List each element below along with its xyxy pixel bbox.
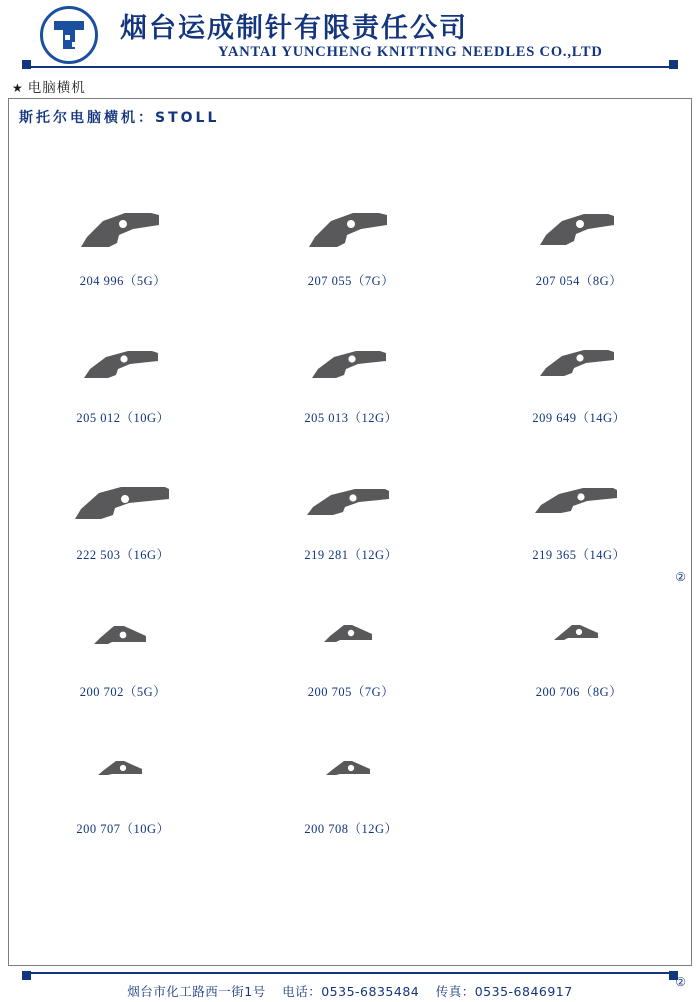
parts-row — [9, 459, 693, 596]
company-name-cn: 烟台运成制针有限责任公司 — [120, 13, 468, 44]
sinker-long-icon — [534, 340, 624, 388]
part-code: 200 706（8G） — [535, 685, 623, 699]
part-code: 200 702（5G） — [79, 685, 167, 699]
part-cell — [465, 185, 693, 322]
part-cell-empty — [465, 733, 693, 870]
footer-fax: 传真：0535-6846917 — [435, 984, 573, 999]
part-cell — [465, 596, 693, 733]
part-code: 205 013（12G） — [304, 411, 398, 425]
sinker-long-icon — [529, 477, 629, 525]
star-icon: ★ — [12, 81, 24, 95]
part-image-sinker — [9, 751, 237, 813]
part-code: 219 365（14G） — [532, 548, 626, 562]
footer-divider — [30, 972, 670, 974]
part-cell — [465, 459, 693, 596]
page-number-middle: ② — [675, 570, 686, 584]
sinker-long-icon — [301, 477, 401, 525]
part-image-sinker — [465, 477, 693, 539]
part-image-sinker — [9, 203, 237, 265]
part-cell — [9, 733, 237, 870]
part-image-sinker — [237, 751, 465, 813]
sinker-small-icon — [320, 614, 382, 652]
parts-panel — [8, 98, 692, 966]
footer-contact — [0, 982, 700, 1000]
section-heading-label: 电脑横机 — [27, 80, 86, 96]
part-code: 222 503（16G） — [76, 548, 170, 562]
part-cell — [237, 459, 465, 596]
part-code: 209 649（14G） — [532, 411, 626, 425]
header-square-right — [669, 60, 678, 69]
part-cell — [237, 733, 465, 870]
parts-row — [9, 322, 693, 459]
sinker-long-icon — [306, 340, 396, 388]
part-code: 219 281（12G） — [304, 548, 398, 562]
part-code: 207 055（7G） — [307, 274, 395, 288]
part-cell — [465, 322, 693, 459]
part-image-sinker — [237, 614, 465, 676]
part-image-sinker — [237, 340, 465, 402]
sinker-long-icon — [73, 203, 173, 255]
part-code: 200 705（7G） — [307, 685, 395, 699]
footer-phone: 电话：0535-6835484 — [282, 984, 420, 999]
part-code: 205 012（10G） — [76, 411, 170, 425]
part-image-sinker — [9, 614, 237, 676]
part-image-sinker — [9, 340, 237, 402]
sinker-long-icon — [78, 340, 168, 388]
part-cell — [237, 185, 465, 322]
part-image-sinker — [237, 203, 465, 265]
company-logo-icon — [40, 6, 98, 64]
part-image-sinker — [465, 203, 693, 265]
panel-title: 斯托尔电脑横机：STOLL — [19, 110, 220, 126]
part-cell — [9, 459, 237, 596]
sinker-long-icon — [534, 203, 624, 255]
parts-row — [9, 596, 693, 733]
part-cell — [9, 596, 237, 733]
part-cell — [9, 185, 237, 322]
sinker-small-icon — [90, 614, 156, 654]
part-image-sinker — [465, 340, 693, 402]
sinker-small-icon — [550, 614, 608, 650]
parts-row — [9, 185, 693, 322]
company-name-en: YANTAI YUNCHENG KNITTING NEEDLES CO.,LTD — [218, 44, 603, 60]
parts-row — [9, 733, 693, 870]
page-number-bottom: ② — [675, 975, 686, 989]
part-cell — [237, 322, 465, 459]
logo-dot-left — [65, 35, 70, 40]
logo-dot-right — [72, 42, 77, 47]
sinker-small-icon — [322, 751, 380, 785]
logo-mark — [54, 21, 84, 49]
part-cell — [9, 322, 237, 459]
sinker-wide-icon — [69, 477, 177, 529]
part-code: 207 054（8G） — [535, 274, 623, 288]
sinker-long-icon — [301, 203, 401, 255]
part-code: 200 707（10G） — [76, 822, 170, 836]
section-heading — [12, 76, 86, 96]
part-image-sinker — [465, 614, 693, 676]
part-image-sinker — [237, 477, 465, 539]
part-code: 200 708（12G） — [304, 822, 398, 836]
footer-address: 烟台市化工路西一街1号 — [127, 984, 266, 999]
logo-bar — [54, 21, 84, 30]
part-image-sinker — [9, 477, 237, 539]
sinker-small-icon — [94, 751, 152, 785]
page-header — [0, 0, 700, 74]
part-cell — [237, 596, 465, 733]
header-divider — [30, 66, 670, 68]
part-code: 204 996（5G） — [79, 274, 167, 288]
parts-grid — [9, 185, 693, 870]
